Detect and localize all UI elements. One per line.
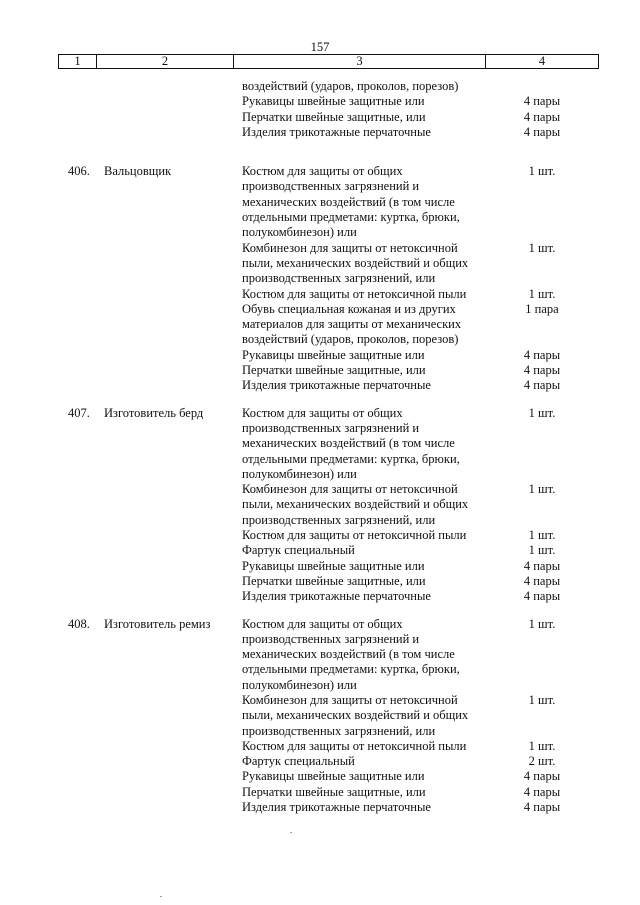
item-text: производственных загрязнений, или [242,271,436,286]
block-spacer [0,152,640,164]
item-text: пыли, механических воздействий и общих [242,497,469,512]
entry-number: 407. [68,405,90,420]
profession-name: Изготовитель берд [104,405,204,420]
item-text: Костюм для защиты от нетоксичной пыли [242,528,467,543]
item-text: воздействий (ударов, проколов, порезов) [242,79,459,93]
item-line [0,436,640,451]
item-text: пыли, механических воздействий и общих [242,708,469,723]
item-quantity: 4 пары [523,109,561,124]
item-line [0,348,640,363]
block-spacer [0,394,640,406]
item-quantity: 1 шт. [528,164,556,179]
item-line [0,739,640,754]
item-text: Перчатки швейные защитные, или [242,784,426,799]
item-text: Рукавицы швейные защитные или [242,558,425,573]
item-text: Изделия трикотажные перчаточные [242,589,431,604]
item-text: механических воздействий (в том числе [242,194,455,209]
item-quantity: 4 пары [523,363,561,378]
item-text: Перчатки швейные защитные, или [242,573,426,588]
item-line [0,378,640,393]
item-text: Комбинезон для защиты от нетоксичной [242,692,458,707]
item-line [0,513,640,528]
item-quantity: 1 шт. [528,738,556,753]
column-header-2: 2 [96,55,233,68]
item-line [0,769,640,784]
item-text: Костюм для защиты от общих [242,164,403,179]
item-line [0,693,640,708]
item-quantity: 4 пары [523,800,561,815]
item-line [0,210,640,225]
item-line [0,94,640,109]
item-quantity: 4 пары [523,124,561,139]
continuation-block [0,79,640,140]
scan-speck [290,832,292,833]
scan-speck [160,896,162,897]
item-text: Изделия трикотажные перчаточные [242,124,431,139]
item-line [0,467,640,482]
item-text: Рукавицы швейные защитные или [242,94,425,109]
item-quantity: 1 шт. [528,286,556,301]
block-spacer [0,140,640,152]
item-text: полукомбинезон) или [242,677,357,692]
item-text: Рукавицы швейные защитные или [242,769,425,784]
item-line [0,647,640,662]
item-text: полукомбинезон) или [242,225,357,240]
item-text: материалов для защиты от механических [242,317,462,332]
item-line [0,528,640,543]
page-number: 157 [310,40,330,54]
column-header-4: 4 [485,55,598,68]
item-line [0,225,640,240]
column-header-3: 3 [233,55,485,68]
item-text: Фартук специальный [242,543,355,558]
item-text: механических воздействий (в том числе [242,647,455,662]
item-text: отдельными предметами: куртка, брюки, [242,662,460,677]
item-quantity: 1 шт. [528,528,556,543]
item-line [0,617,640,632]
entry-number: 408. [68,616,90,631]
item-text: Костюм для защиты от нетоксичной пыли [242,286,467,301]
item-line [0,497,640,512]
item-line [0,406,640,421]
item-text: Комбинезон для защиты от нетоксичной [242,240,458,255]
item-quantity: 1 шт. [528,543,556,558]
item-line [0,271,640,286]
item-line [0,482,640,497]
item-text: пыли, механических воздействий и общих [242,255,469,270]
item-quantity: 4 пары [523,784,561,799]
block-spacer [0,605,640,617]
item-line [0,332,640,347]
item-text: Костюм для защиты от нетоксичной пыли [242,738,467,753]
item-line [0,708,640,723]
item-text: механических воздействий (в том числе [242,436,455,451]
item-text: Костюм для защиты от общих [242,405,403,420]
item-line [0,164,640,179]
item-quantity: 1 шт. [528,616,556,631]
item-line [0,724,640,739]
item-line [0,302,640,317]
entry-407 [0,406,640,605]
item-text: производственных загрязнений и [242,631,420,646]
item-quantity: 2 шт. [528,754,556,769]
item-text: производственных загрязнений, или [242,512,436,527]
item-line [0,800,640,815]
item-text: Перчатки швейные защитные, или [242,363,426,378]
item-text: Фартук специальный [242,754,355,769]
item-line [0,363,640,378]
item-line [0,179,640,194]
item-line [0,287,640,302]
item-text: отдельными предметами: куртка, брюки, [242,451,460,466]
item-text: воздействий (ударов, проколов, порезов) [242,332,459,347]
item-text: Костюм для защиты от общих [242,616,403,631]
item-text: полукомбинезон) или [242,466,357,481]
item-quantity: 1 пара [525,301,559,316]
item-line [0,785,640,800]
column-header-1: 1 [74,54,81,68]
item-text: Рукавицы швейные защитные или [242,347,425,362]
item-text: Комбинезон для защиты от нетоксичной [242,482,458,497]
item-text: отдельными предметами: куртка, брюки, [242,210,460,225]
item-quantity: 4 пары [523,769,561,784]
item-quantity: 1 шт. [528,405,556,420]
item-quantity: 4 пары [523,573,561,588]
item-quantity: 1 шт. [528,692,556,707]
entry-number: 406. [68,164,90,179]
item-line [0,754,640,769]
item-text: Изделия трикотажные перчаточные [242,800,431,815]
item-line [0,256,640,271]
item-line [0,543,640,558]
column-header-row [58,54,599,69]
item-text: Перчатки швейные защитные, или [242,109,426,124]
profession-name: Вальцовщик [104,164,172,179]
profession-name: Изготовитель ремиз [104,616,211,631]
item-text: Изделия трикотажные перчаточные [242,378,431,393]
item-line [0,589,640,604]
item-line [0,125,640,140]
item-line [0,195,640,210]
item-line [0,452,640,467]
item-quantity: 4 пары [523,558,561,573]
item-line [0,574,640,589]
item-quantity: 4 пары [523,589,561,604]
item-line [0,110,640,125]
item-text: Обувь специальная кожаная и из других [242,301,456,316]
item-line [0,317,640,332]
item-quantity: 4 пары [523,347,561,362]
item-quantity: 4 пары [523,94,561,109]
item-text: производственных загрязнений и [242,179,420,194]
item-line [0,421,640,436]
entry-406 [0,164,640,393]
item-text: производственных загрязнений, или [242,723,436,738]
item-line [0,79,640,94]
item-quantity: 1 шт. [528,240,556,255]
item-line [0,632,640,647]
item-line [0,678,640,693]
item-text: производственных загрязнений и [242,420,420,435]
entry-408 [0,617,640,816]
item-quantity: 1 шт. [528,482,556,497]
item-line [0,241,640,256]
item-quantity: 4 пары [523,378,561,393]
document-body [0,79,640,815]
item-line [0,559,640,574]
item-line [0,662,640,677]
